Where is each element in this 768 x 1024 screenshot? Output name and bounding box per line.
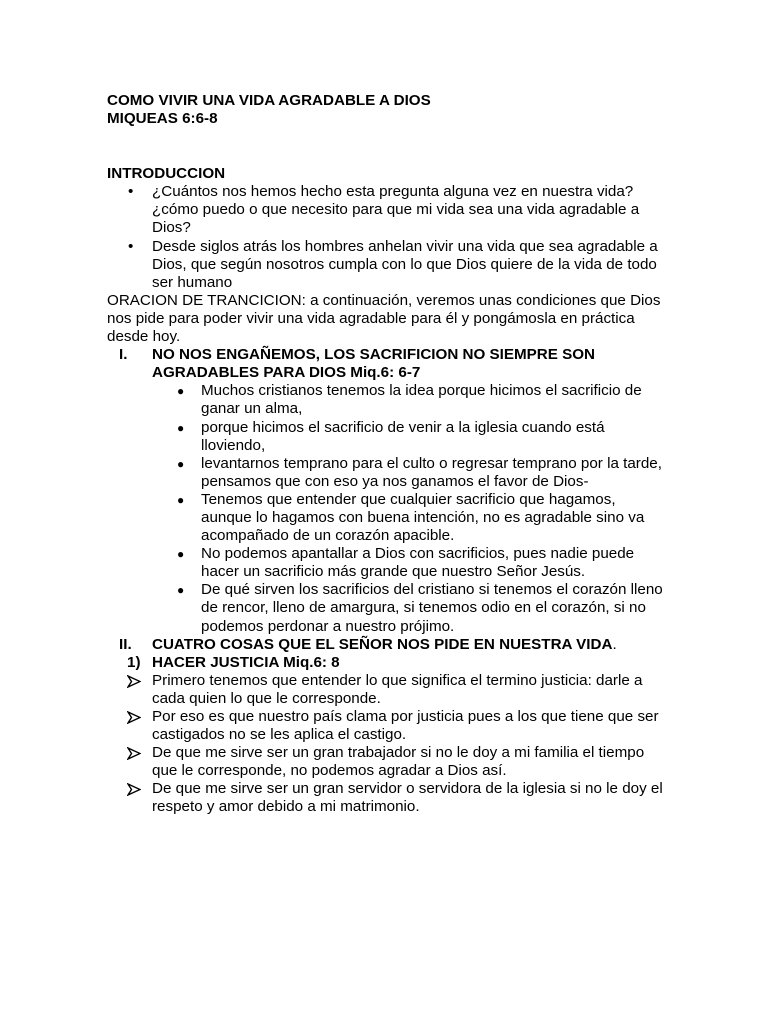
list-item-text: De qué sirven los sacrificios del cristiano si tenemos el corazón lleno de rencor, lleno de amargura, si tenemos odio en el corazón, si no podemos perdonar a nuestro prójimo. (201, 581, 663, 635)
list-item (107, 491, 667, 545)
bullet-icon: ● (177, 547, 185, 562)
subsection-heading (107, 654, 667, 672)
list-item-text: ¿Cuántos nos hemos hecho esta pregunta alguna vez en nuestra vida? ¿cómo puedo o que necesito para que mi vida sea una vida agradable a Dios? (152, 183, 640, 237)
list-item (107, 708, 667, 744)
bullet-icon: • (128, 237, 134, 255)
list-item (107, 455, 667, 491)
bullet-icon: ● (177, 456, 185, 471)
intro-heading: INTRODUCCION (107, 165, 226, 183)
arrow-bullet-icon (127, 711, 141, 724)
list-item-text: Desde siglos atrás los hombres anhelan vivir una vida que sea agradable a Dios, que según nosotros cumpla con lo que Dios quiere de la vida de todo ser humano (152, 237, 658, 291)
list-item (107, 183, 667, 237)
list-item (107, 581, 667, 635)
arrow-bullet-icon (127, 747, 141, 760)
section-number: I. (119, 346, 128, 364)
arrow-bullet-icon (127, 783, 141, 796)
list-item-text: Tenemos que entender que cualquier sacrificio que hagamos, aunque lo hagamos con buena intención, no es agradable sino va acompañado de un corazón apacible. (201, 490, 645, 545)
list-item-text: De que me sirve ser un gran trabajador si no le doy a mi familia el tiempo que le corresponde, no podemos agradar a Dios así. (152, 744, 645, 780)
list-item-text: porque hicimos el sacrificio de venir a la iglesia cuando está lloviendo, (201, 418, 605, 454)
document-body (107, 92, 667, 817)
list-item-text: Muchos cristianos tenemos la idea porque hicimos el sacrificio de ganar un alma, (201, 382, 642, 418)
list-item (107, 419, 667, 455)
list-item (107, 545, 667, 581)
list-item (107, 238, 667, 292)
list-item (107, 780, 667, 816)
list-item-text: levantarnos temprano para el culto o regresar temprano por la tarde, pensamos que con eso ya nos ganamos el favor de Dios- (201, 454, 662, 490)
section-heading (107, 636, 667, 654)
section-title: CUATRO COSAS QUE EL SEÑOR NOS PIDE EN NUESTRA VIDA (152, 635, 613, 653)
section-title-period: . (612, 635, 617, 653)
section-number: II. (119, 635, 132, 653)
bullet-icon: ● (177, 420, 185, 435)
transition-paragraph: ORACION DE TRANCICION: a continuación, veremos unas condiciones que Dios nos pide para poder vivir una vida agradable para él y pongámosla en práctica desde hoy. (107, 291, 661, 346)
list-item-text: De que me sirve ser un gran servidor o servidora de la iglesia si no le doy el respeto y amor debido a mi matrimonio. (152, 780, 663, 816)
section-title: NO NOS ENGAÑEMOS, LOS SACRIFICION NO SIEMPRE SON AGRADABLES PARA DIOS Miq.6: 6-7 (152, 346, 596, 382)
list-item-text: Por eso es que nuestro país clama por justicia pues a los que tiene que ser castigados no se les aplica el castigo. (152, 708, 659, 744)
subsection-number: 1) (127, 653, 141, 671)
bullet-icon: ● (177, 384, 185, 399)
bullet-icon: ● (177, 492, 185, 507)
subsection-title: HACER JUSTICIA Miq.6: 8 (152, 653, 340, 671)
list-item (107, 382, 667, 418)
section-heading (107, 346, 667, 382)
scripture-reference: MIQUEAS 6:6-8 (107, 110, 218, 128)
bullet-icon: • (128, 183, 134, 201)
arrow-bullet-icon (127, 675, 141, 688)
list-item-text: No podemos apantallar a Dios con sacrificios, pues nadie puede hacer un sacrificio más grande que nuestro Señor Jesús. (201, 545, 635, 581)
list-item (107, 672, 667, 708)
list-item (107, 744, 667, 780)
bullet-icon: ● (177, 583, 185, 598)
document-title: COMO VIVIR UNA VIDA AGRADABLE A DIOS (107, 92, 431, 109)
list-item-text: Primero tenemos que entender lo que significa el termino justicia: darle a cada quien lo que le corresponde. (152, 671, 643, 707)
